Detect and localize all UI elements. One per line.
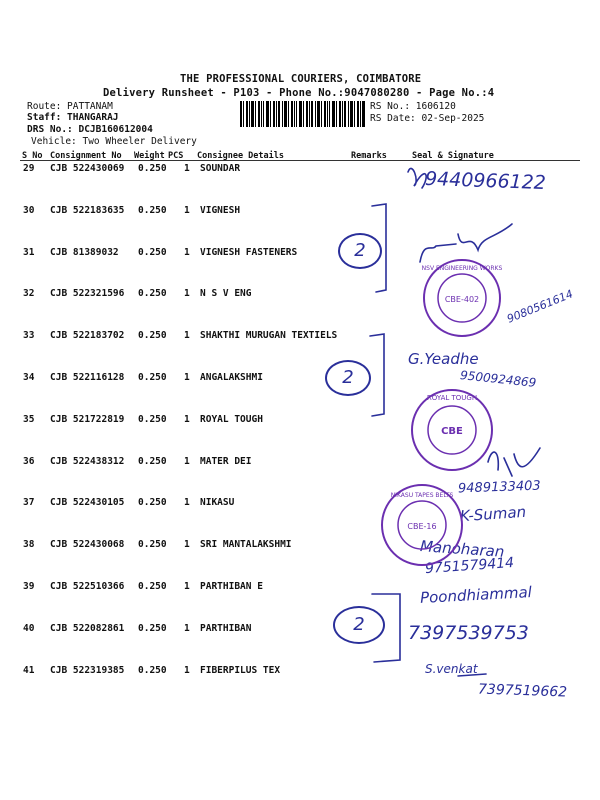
row-weight: 0.250 bbox=[138, 330, 167, 342]
signature bbox=[458, 674, 486, 676]
signature bbox=[408, 168, 426, 188]
row-sno: 38 bbox=[23, 539, 35, 551]
row-consignee: NIKASU bbox=[200, 497, 235, 509]
row-consignment-no: CJB 522183702 bbox=[50, 330, 125, 342]
handwritten-name: G.Yeadhe bbox=[408, 350, 479, 368]
row-consignee: SRI MANTALAKSHMI bbox=[200, 539, 292, 551]
handwritten-phone: 9080561614 bbox=[505, 287, 575, 326]
row-sno: 39 bbox=[23, 581, 35, 592]
row-weight: 0.250 bbox=[138, 163, 167, 174]
row-weight: 0.250 bbox=[138, 413, 167, 425]
row-consignee: SHAKTHI MURUGAN TEXTIELS bbox=[200, 330, 338, 342]
row-sno: 32 bbox=[23, 288, 35, 300]
row-sno: 30 bbox=[23, 204, 35, 216]
remark-mark: 2 bbox=[325, 360, 371, 396]
handwritten-name: K-Suman bbox=[459, 502, 527, 526]
row-pcs: 1 bbox=[184, 497, 190, 509]
row-consignment-no: CJB 522438312 bbox=[50, 455, 125, 467]
row-consignment-no: CJB 81389032 bbox=[50, 246, 119, 258]
svg-text:CBE-402: CBE-402 bbox=[444, 295, 480, 304]
row-consignment-no: CJB 522319385 bbox=[50, 664, 125, 676]
row-consignment-no: CJB 522183635 bbox=[50, 204, 125, 216]
row-weight: 0.250 bbox=[138, 581, 167, 592]
company-title: THE PROFESSIONAL COURIERS, COIMBATORE bbox=[180, 73, 422, 85]
row-consignee: VIGNESH bbox=[200, 204, 241, 216]
row-consignee: MATER DEI bbox=[200, 455, 252, 467]
row-pcs: 1 bbox=[184, 581, 190, 592]
col-sno: S No bbox=[22, 151, 43, 161]
company-stamp bbox=[422, 260, 503, 336]
row-weight: 0.250 bbox=[138, 497, 167, 509]
row-consignee: N S V ENG bbox=[200, 288, 252, 300]
row-consignee: ANGALAKSHMI bbox=[200, 372, 263, 383]
svg-text:CBE-16: CBE-16 bbox=[407, 522, 437, 531]
row-consignee: SOUNDAR bbox=[200, 163, 241, 174]
row-pcs: 1 bbox=[184, 622, 190, 634]
row-pcs: 1 bbox=[184, 330, 190, 342]
svg-text:ROYAL TOUGH: ROYAL TOUGH bbox=[426, 394, 478, 402]
runsheet-subtitle: Delivery Runsheet - P103 - Phone No.:9047080280 - Page No.:4 bbox=[103, 87, 495, 99]
row-pcs: 1 bbox=[184, 372, 190, 383]
row-consignment-no: CJB 522082861 bbox=[50, 622, 125, 634]
row-weight: 0.250 bbox=[138, 622, 167, 634]
row-consignment-no: CJB 522430068 bbox=[50, 539, 125, 551]
row-weight: 0.250 bbox=[138, 246, 167, 258]
row-consignee: PARTHIBAN E bbox=[200, 581, 263, 592]
row-consignment-no: CJB 522321596 bbox=[50, 288, 125, 300]
signature bbox=[420, 224, 512, 262]
col-remarks: Remarks bbox=[351, 151, 387, 161]
remark-bracket bbox=[370, 334, 384, 416]
row-pcs: 1 bbox=[184, 246, 190, 258]
svg-text:NSV ENGINEERING WORKS: NSV ENGINEERING WORKS bbox=[421, 265, 503, 272]
row-sno: 29 bbox=[23, 163, 35, 174]
col-weight: Weight bbox=[134, 151, 165, 161]
row-sno: 41 bbox=[23, 664, 35, 676]
row-pcs: 1 bbox=[184, 413, 190, 425]
row-pcs: 1 bbox=[184, 204, 190, 216]
vehicle-label: Vehicle: Two Wheeler Delivery bbox=[31, 136, 197, 147]
handwritten-name: Manoharan bbox=[419, 537, 505, 561]
handwritten-phone: 9440966122 bbox=[424, 167, 547, 195]
handwritten-name: Poondhiammal bbox=[419, 583, 533, 607]
row-weight: 0.250 bbox=[138, 372, 167, 383]
row-consignee: PARTHIBAN bbox=[200, 622, 252, 634]
row-consignee: VIGNESH FASTENERS bbox=[200, 246, 298, 258]
row-consignment-no: CJB 522510366 bbox=[50, 581, 125, 592]
company-stamp bbox=[412, 390, 492, 470]
col-consignment: Consignment No bbox=[50, 151, 122, 161]
remark-mark: 2 bbox=[333, 606, 385, 644]
row-sno: 37 bbox=[23, 497, 35, 509]
route-label: Route: PATTANAM bbox=[27, 101, 113, 112]
row-pcs: 1 bbox=[184, 455, 190, 467]
col-seal-signature: Seal & Signature bbox=[412, 151, 494, 161]
handwritten-name: S.venkat bbox=[425, 662, 478, 676]
remark-bracket bbox=[372, 204, 386, 292]
row-pcs: 1 bbox=[184, 288, 190, 300]
handwritten-phone: 7397539753 bbox=[408, 622, 529, 644]
row-weight: 0.250 bbox=[138, 664, 167, 676]
row-weight: 0.250 bbox=[138, 455, 167, 467]
row-sno: 34 bbox=[23, 372, 35, 383]
company-stamp bbox=[382, 485, 462, 565]
row-pcs: 1 bbox=[184, 163, 190, 174]
row-consignment-no: CJB 522430069 bbox=[50, 163, 125, 174]
row-consignee: FIBERPILUS TEX bbox=[200, 664, 281, 676]
remark-mark: 2 bbox=[338, 233, 382, 269]
row-pcs: 1 bbox=[184, 539, 190, 551]
row-sno: 31 bbox=[23, 246, 35, 258]
row-sno: 36 bbox=[23, 455, 35, 467]
row-weight: 0.250 bbox=[138, 204, 167, 216]
rs-number: RS No.: 1606120 bbox=[370, 101, 456, 112]
row-weight: 0.250 bbox=[138, 539, 167, 551]
col-pcs: PCS bbox=[168, 151, 184, 161]
row-sno: 40 bbox=[23, 622, 35, 634]
row-consignee: ROYAL TOUGH bbox=[200, 413, 263, 425]
col-consignee: Consignee Details bbox=[197, 151, 284, 161]
signature bbox=[488, 448, 540, 476]
row-sno: 33 bbox=[23, 330, 35, 342]
svg-text:CBE: CBE bbox=[441, 426, 463, 437]
handwritten-phone: 7397519662 bbox=[477, 681, 568, 701]
row-consignment-no: CJB 522116128 bbox=[50, 372, 125, 383]
row-sno: 35 bbox=[23, 413, 35, 425]
handwritten-phone: 9489133403 bbox=[457, 478, 541, 497]
handwritten-phone: 9500924869 bbox=[459, 368, 537, 390]
drs-number: DRS No.: DCJB160612004 bbox=[27, 124, 153, 135]
row-weight: 0.250 bbox=[138, 288, 167, 300]
row-consignment-no: CJB 521722819 bbox=[50, 413, 125, 425]
row-pcs: 1 bbox=[184, 664, 190, 676]
row-consignment-no: CJB 522430105 bbox=[50, 497, 125, 509]
rs-date: RS Date: 02-Sep-2025 bbox=[370, 113, 485, 124]
handwritten-phone: 9751579414 bbox=[424, 554, 515, 578]
staff-label: Staff: THANGARAJ bbox=[27, 112, 119, 123]
remark-bracket bbox=[372, 594, 400, 662]
svg-text:NIKASU TAPES BELTS: NIKASU TAPES BELTS bbox=[390, 492, 454, 499]
